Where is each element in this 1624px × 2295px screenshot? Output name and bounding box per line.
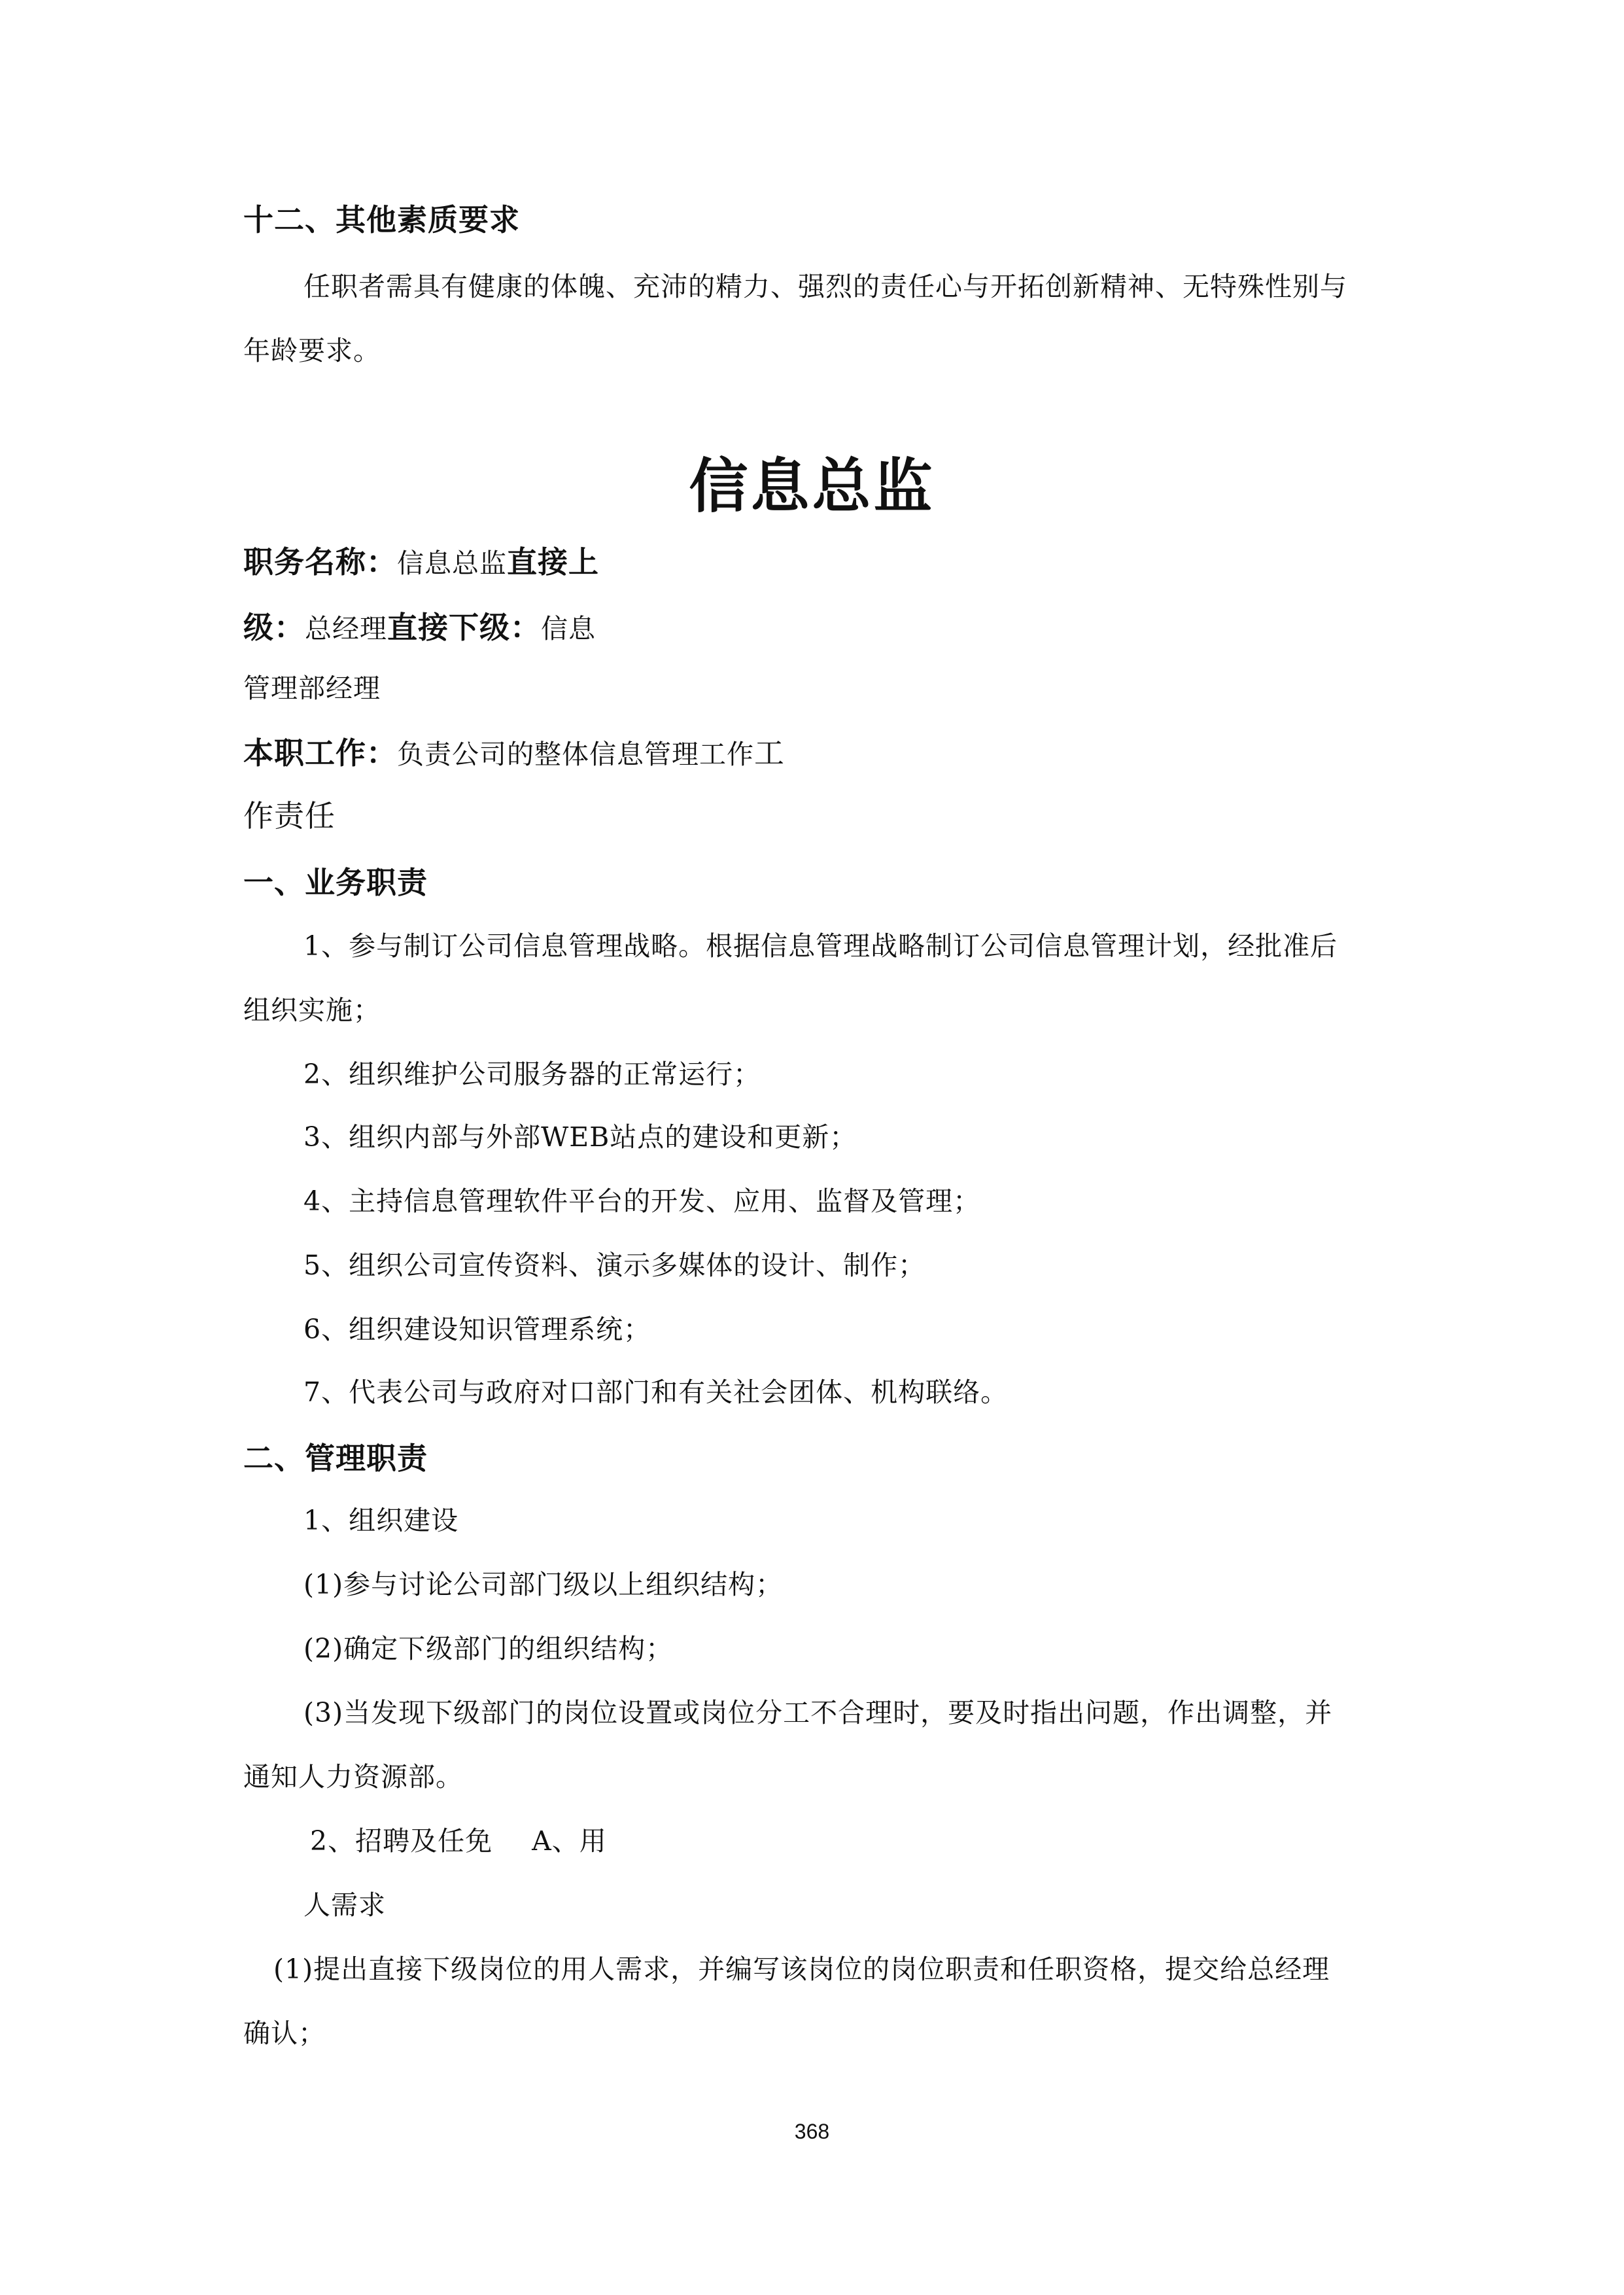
management-org-item-2: (2)确定下级部门的组织结构；: [303, 1633, 674, 1664]
section-12-paragraph-line-1: 任职者需具有健康的体魄、充沛的精力、强烈的责任心与开拓创新精神、无特殊性别与: [303, 271, 1347, 302]
management-recruit-item-1-line-1: (1)提出直接下级岗位的用人需求，并编写该岗位的岗位职责和任职资格，提交给总经理: [273, 1953, 1330, 1985]
business-item-6: 6、组织建设知识管理系统；: [303, 1314, 651, 1345]
management-recruit-sub-part-2: 人需求: [303, 1889, 386, 1921]
business-item-3: 3、组织内部与外部WEB站点的建设和更新；: [303, 1121, 857, 1153]
business-heading: 一、业务职责: [243, 865, 428, 900]
job-info-line-4: [243, 735, 785, 771]
job-info-line-2: [243, 610, 596, 646]
subordinate-label: 直接下级：: [387, 610, 541, 645]
work-tail: 工: [754, 735, 785, 771]
management-recruit-line: [310, 1825, 607, 1857]
management-recruit-item-1-line-2: 确认；: [243, 2018, 326, 2049]
work-label: 本职工作：: [243, 735, 397, 771]
business-item-4: 4、主持信息管理软件平台的开发、应用、监督及管理；: [303, 1185, 981, 1217]
job-info-line-1: [243, 544, 599, 580]
management-org-item-3-line-1: (3)当发现下级部门的岗位设置或岗位分工不合理时，要及时指出问题，作出调整，并: [303, 1697, 1333, 1728]
management-org-title: 1、组织建设: [303, 1505, 459, 1536]
page-number: 368: [794, 2120, 830, 2143]
business-item-7: 7、代表公司与政府对口部门和有关社会团体、机构联络。: [303, 1376, 1009, 1408]
business-item-1-line-2: 组织实施；: [243, 994, 381, 1026]
management-heading: 二、管理职责: [243, 1441, 428, 1476]
subordinate-value-part-1: 信息: [541, 613, 596, 644]
section-12-heading: 十二、其他素质要求: [243, 202, 520, 237]
management-recruit-sub-part-1: A、用: [532, 1825, 607, 1857]
superior-label-part-2: 级：: [243, 610, 305, 645]
page-title: 信息总监: [689, 452, 935, 521]
management-org-item-1: (1)参与讨论公司部门级以上组织结构；: [303, 1569, 784, 1600]
management-recruit-title: 2、招聘及任免: [310, 1825, 493, 1857]
superior-label-part-1: 直接上: [507, 544, 599, 580]
business-item-2: 2、组织维护公司服务器的正常运行；: [303, 1059, 761, 1090]
work-value: 负责公司的整体信息管理工作: [397, 739, 754, 770]
superior-value: 总经理: [305, 613, 387, 644]
job-name-value: 信息总监: [397, 548, 507, 579]
management-org-item-3-line-2: 通知人力资源部。: [243, 1761, 463, 1793]
business-item-1-line-1: 1、参与制订公司信息管理战略。根据信息管理战略制订公司信息管理计划，经批准后: [303, 930, 1338, 962]
duty-heading: 作责任: [243, 798, 336, 833]
job-name-label: 职务名称：: [243, 544, 397, 580]
section-12-paragraph-line-2: 年龄要求。: [243, 335, 381, 366]
subordinate-value-part-2: 管理部经理: [243, 673, 381, 704]
business-item-5: 5、组织公司宣传资料、演示多媒体的设计、制作；: [303, 1250, 926, 1281]
